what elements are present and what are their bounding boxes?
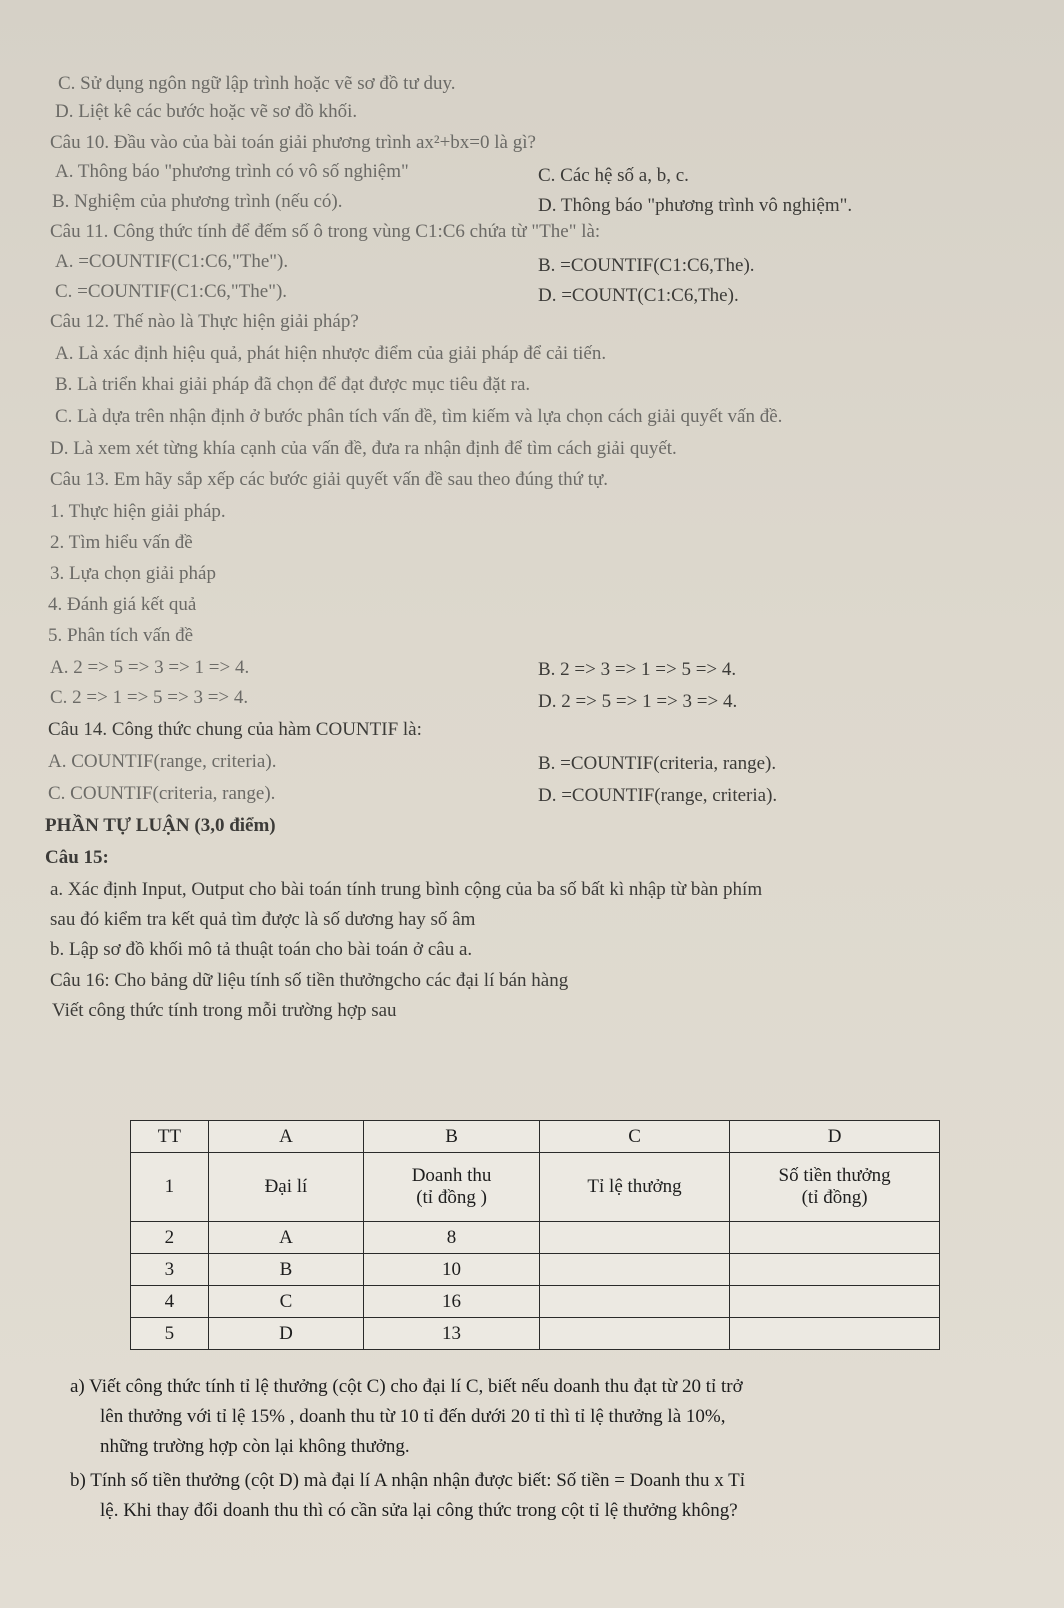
col-a: A <box>208 1121 364 1153</box>
step-3: 3. Lựa chọn giải pháp <box>50 563 216 584</box>
question-13: Câu 13. Em hãy sắp xếp các bước giải quyết vấn đề sau theo đúng thứ tự. <box>50 469 609 490</box>
cell-agent: D <box>208 1318 364 1350</box>
question-15-a: a. Xác định Input, Output cho bài toán tính trung bình cộng của ba số bất kì nhập từ bàn phím <box>50 879 763 900</box>
question-15: Câu 15: <box>45 847 109 868</box>
step-5: 5. Phân tích vấn đề <box>48 625 194 646</box>
option-c-q14: C. COUNTIF(criteria, range). <box>48 783 276 804</box>
cell-reward <box>730 1286 940 1318</box>
header-rate: Tỉ lệ thưởng <box>539 1153 729 1222</box>
option-d-q10: D. Thông báo "phương trình vô nghiệm". <box>538 195 853 216</box>
question-16-instruction: Viết công thức tính trong mỗi trường hợp sau <box>52 1000 397 1021</box>
question-11: Câu 11. Công thức tính để đếm số ô trong vùng C1:C6 chứa từ "The" là: <box>50 221 601 242</box>
table-column-row <box>131 1121 940 1153</box>
table-row <box>131 1318 940 1350</box>
part-b-line1: b) Tính số tiền thưởng (cột D) mà đại lí A nhận nhận được biết: Số tiền = Doanh thu x Tỉ <box>70 1470 745 1491</box>
col-d: D <box>730 1121 940 1153</box>
header-revenue <box>364 1153 540 1222</box>
step-4: 4. Đánh giá kết quả <box>48 594 197 615</box>
col-tt: TT <box>131 1121 209 1153</box>
cell-reward <box>730 1254 940 1286</box>
option-c-q9: C. Sử dụng ngôn ngữ lập trình hoặc vẽ sơ đồ tư duy. <box>58 73 456 94</box>
question-10: Câu 10. Đầu vào của bài toán giải phương trình ax²+bx=0 là gì? <box>50 132 536 153</box>
essay-heading: PHẦN TỰ LUẬN (3,0 điểm) <box>45 815 276 836</box>
cell-agent: C <box>208 1286 364 1318</box>
cell-revenue: 16 <box>364 1286 540 1318</box>
cell-reward <box>730 1318 940 1350</box>
option-c-q12: C. Là dựa trên nhận định ở bước phân tích vấn đề, tìm kiếm và lựa chọn cách giải quyết vấn đề. <box>55 406 783 427</box>
option-d-q12: D. Là xem xét từng khía cạnh của vấn đề, đưa ra nhận định để tìm cách giải quyết. <box>50 438 677 459</box>
part-a-line2: lên thưởng với tỉ lệ 15% , doanh thu từ 10 tỉ đến dưới 20 tỉ thì tỉ lệ thưởng là 10%, <box>100 1406 726 1427</box>
option-a-q10: A. Thông báo "phương trình có vô số nghiệm" <box>55 161 409 182</box>
part-b-line2: lệ. Khi thay đổi doanh thu thì có cần sửa lại công thức trong cột tỉ lệ thưởng không? <box>100 1500 738 1521</box>
option-a-q13: A. 2 => 5 => 3 => 1 => 4. <box>50 657 250 678</box>
option-b-q10: B. Nghiệm của phương trình (nếu có). <box>52 191 343 212</box>
cell-rate <box>539 1286 729 1318</box>
cell-tt: 3 <box>131 1254 209 1286</box>
option-d-q11: D. =COUNT(C1:C6,The). <box>538 285 739 306</box>
option-c-q11: C. =COUNTIF(C1:C6,"The"). <box>55 281 288 302</box>
part-a-line3: những trường hợp còn lại không thưởng. <box>100 1436 410 1457</box>
option-c-q13: C. 2 => 1 => 5 => 3 => 4. <box>50 687 249 708</box>
cell-revenue: 13 <box>364 1318 540 1350</box>
header-tt: 1 <box>131 1153 209 1222</box>
cell-tt: 2 <box>131 1222 209 1254</box>
question-16: Câu 16: Cho bảng dữ liệu tính số tiền thưởngcho các đại lí bán hàng <box>50 970 569 991</box>
header-reward <box>730 1153 940 1222</box>
option-c-q10: C. Các hệ số a, b, c. <box>538 165 689 186</box>
col-c: C <box>539 1121 729 1153</box>
part-a <box>70 1372 1030 1462</box>
cell-tt: 5 <box>131 1318 209 1350</box>
header-reward-line2: (tỉ đồng) <box>801 1187 868 1208</box>
option-d-q9: D. Liệt kê các bước hoặc vẽ sơ đồ khối. <box>55 101 358 122</box>
question-12: Câu 12. Thế nào là Thực hiện giải pháp? <box>50 311 359 332</box>
table-header-row <box>131 1153 940 1222</box>
cell-revenue: 8 <box>364 1222 540 1254</box>
cell-revenue: 10 <box>364 1254 540 1286</box>
table-row <box>131 1254 940 1286</box>
option-b-q14: B. =COUNTIF(criteria, range). <box>538 753 777 774</box>
cell-agent: A <box>208 1222 364 1254</box>
cell-tt: 4 <box>131 1286 209 1318</box>
header-revenue-line1: Doanh thu <box>411 1165 492 1186</box>
step-2: 2. Tìm hiểu vấn đề <box>50 532 193 553</box>
header-reward-line1: Số tiền thưởng <box>778 1165 891 1186</box>
option-b-q11: B. =COUNTIF(C1:C6,The). <box>538 255 755 276</box>
question-15-a-cont: sau đó kiểm tra kết quả tìm được là số dương hay số âm <box>50 909 476 930</box>
header-revenue-line2: (tỉ đồng ) <box>416 1187 487 1208</box>
step-1: 1. Thực hiện giải pháp. <box>50 501 226 522</box>
cell-rate <box>539 1222 729 1254</box>
option-d-q14: D. =COUNTIF(range, criteria). <box>538 785 778 806</box>
cell-agent: B <box>208 1254 364 1286</box>
part-a-line1: a) Viết công thức tính tỉ lệ thưởng (cột C) cho đại lí C, biết nếu doanh thu đạt từ 20 tỉ trở <box>70 1376 743 1397</box>
col-b: B <box>364 1121 540 1153</box>
table-row <box>131 1222 940 1254</box>
cell-rate <box>539 1254 729 1286</box>
option-a-q12: A. Là xác định hiệu quả, phát hiện nhược điểm của giải pháp để cải tiến. <box>55 343 607 364</box>
option-a-q14: A. COUNTIF(range, criteria). <box>48 751 277 772</box>
header-agent: Đại lí <box>208 1153 364 1222</box>
cell-reward <box>730 1222 940 1254</box>
cell-rate <box>539 1318 729 1350</box>
question-14: Câu 14. Công thức chung của hàm COUNTIF là: <box>48 719 422 740</box>
table-row <box>131 1286 940 1318</box>
question-15-b: b. Lập sơ đồ khối mô tả thuật toán cho bài toán ở câu a. <box>50 939 473 960</box>
reward-table <box>130 1120 940 1350</box>
option-d-q13: D. 2 => 5 => 1 => 3 => 4. <box>538 691 738 712</box>
option-a-q11: A. =COUNTIF(C1:C6,"The"). <box>55 251 289 272</box>
option-b-q13: B. 2 => 3 => 1 => 5 => 4. <box>538 659 737 680</box>
part-b <box>70 1466 1030 1526</box>
option-b-q12: B. Là triển khai giải pháp đã chọn để đạt được mục tiêu đặt ra. <box>55 374 531 395</box>
